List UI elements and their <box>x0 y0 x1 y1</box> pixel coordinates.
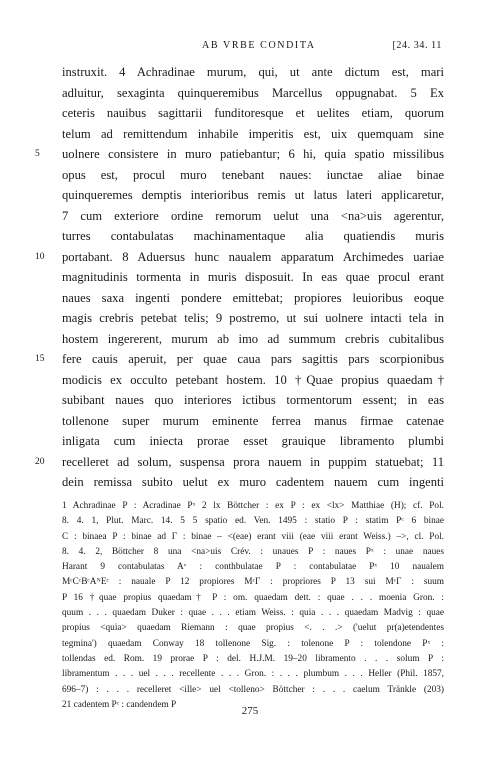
apparatus-line: 696–7) : . . . recelleret <ille> uel <tolleno> Böttcher : . . . caelum Tränkle (203) <box>62 684 444 695</box>
line-text: instruxit. 4 Achradinae murum, qui, ut ante dictum est, mari <box>62 65 444 79</box>
apparatus-line: 8. 4. 2, Böttcher 8 una <na>uis Crév. : unaues P : naues Pˣ : unae naues <box>62 546 444 557</box>
line-number: 10 <box>35 251 45 262</box>
apparatus-line: P 16 †quae propius quaedam† P : om. quaedam dett. : quae . . . moenia Gron. : <box>62 592 444 603</box>
line-text: magnitudinis tormenta in muris disposuit. In eas quae procul erant <box>62 270 444 284</box>
text-line <box>62 165 444 186</box>
text-line <box>62 83 444 104</box>
apparatus-line: quum . . . quaedam Duker : quae . . . etiam Weiss. : quia . . . quaedam Madvig : quae <box>62 608 444 619</box>
apparatus-line: propius <quia> quaedam Riemann : quae propius <. . .> ('uelut pr(a)etendentes <box>62 623 444 634</box>
text-line <box>62 124 444 145</box>
main-text <box>35 62 444 493</box>
line-number: 15 <box>35 354 45 364</box>
apparatus-line: 8. 4. 1, Plut. Marc. 14. 5 5 spatio ed. Ven. 1495 : statio P : statim Pᶜ 6 binae <box>62 516 444 527</box>
line-text: turres contabulatas machinamentaque alia quatiendis muris <box>62 229 444 243</box>
text-line <box>62 288 444 309</box>
line-text: fere cauis aperuit, per quae caua pars sagittis pars scorpionibus <box>62 352 444 366</box>
line-text: hostem ingererent, murum ab imo ad summum crebris cubitalibus <box>62 331 444 346</box>
running-header <box>62 40 442 54</box>
apparatus-line: C : binaea P : binae ad Γ : binae – <(eae) erant viii (eae viii erant Weiss.) –>, cl. Pol. <box>62 531 444 542</box>
critical-apparatus <box>62 499 444 713</box>
line-number: 20 <box>35 456 45 467</box>
apparatus-line: libramentum . . . uel . . . recellente . . . Gron. : . . . plumbum . . . Heller (Phil. 1857, <box>62 669 444 680</box>
line-number: 5 <box>35 149 40 159</box>
line-text: naues saxa ingenti pondere emittebat; propiores leuioribus eoque <box>62 290 444 305</box>
page-number: 275 <box>241 705 259 717</box>
line-text: recelleret ad solum, suspensa prora nauem in puppim statuebat; 11 <box>62 454 444 469</box>
text-line <box>35 247 444 268</box>
text-line <box>62 370 444 391</box>
running-title: AB VRBE CONDITA <box>202 40 316 51</box>
text-line <box>62 103 444 124</box>
apparatus-line: tegmina') quaedam Conway 18 tollenone Sig. : tolenone P : tolendone Pˣ : <box>62 638 444 649</box>
text-line <box>35 452 444 473</box>
text-line <box>62 329 444 350</box>
apparatus-line: Harant 9 contabulatas Aᵛ : conthbulatae P : contabulatae Pˣ 10 naualem <box>62 562 444 573</box>
line-text: subibant naues quo interiores ictibus tormentorum essent; in eas <box>62 393 444 407</box>
text-line <box>62 62 444 83</box>
text-line <box>62 390 444 411</box>
line-text: telum ad remittendum inhabile imperitis est, uix quemquam sine <box>62 126 444 141</box>
text-line <box>62 206 444 227</box>
line-text: inligata cum iniecta prorae esset grauique libramento plumbi <box>62 434 444 448</box>
line-text: 7 cum exteriore ordine remorum uelut una <na>uis agerentur, <box>62 208 444 223</box>
line-text: ceteris nauibus sagittarii funditoresque et uelites etiam, quorum <box>62 106 444 120</box>
line-text: adluitur, sexaginta quinqueremibus Marcellus oppugnabat. 5 Ex <box>62 85 444 100</box>
line-text: uolnere consistere in muro patiebantur; 6 hi, quia spatio missilibus <box>62 147 444 161</box>
chapter-reference: [24. 34. 11 <box>392 40 442 51</box>
line-text: portabant. 8 Aduersus hunc naualem apparatum Archimedes uariae <box>62 249 444 264</box>
apparatus-line: 21 cadentem Pᶜ : candendem P <box>62 699 177 710</box>
text-line <box>35 144 444 165</box>
line-text: tollenone super murum eminente ferrea manus firmae catenae <box>62 413 444 428</box>
text-line <box>62 308 444 329</box>
apparatus-line: tollendas ed. Rom. 19 prorae P : del. H.J.M. 19–20 libramento . . . solum P : <box>62 653 444 664</box>
text-line <box>62 431 444 452</box>
line-text: magis crebris petebat telis; 9 postremo, ut sui uolnere intacti tela in <box>62 311 444 325</box>
line-text: quinqueremes demptis interioribus remis ut latus lateri applicaretur, <box>62 188 444 202</box>
line-text: dein remissa subito uelut ex muro cadentem nauem cum ingenti <box>62 475 444 489</box>
text-line <box>62 411 444 432</box>
text-line <box>62 185 444 206</box>
text-line <box>62 226 444 247</box>
text-line <box>35 349 444 370</box>
text-line <box>62 267 444 288</box>
line-text: modicis ex occulto petebant hostem. 10 †Quae propius quaedam† <box>62 372 444 387</box>
line-text: opus est, procul muro tenebant naues: iunctae aliae binae <box>62 167 444 182</box>
text-line <box>62 472 444 493</box>
apparatus-line: 1 Achradinae P : Acradinae Pˣ 2 lx Böttcher : ex P : ex <lx> Matthiae (H); cf. Pol. <box>62 501 444 511</box>
apparatus-line: MᶜCᶜBᶜAᴺEᶜ : nauale P 12 propiores MᶜΓ : propriores P 13 sui MᶜΓ : suum <box>62 577 444 588</box>
